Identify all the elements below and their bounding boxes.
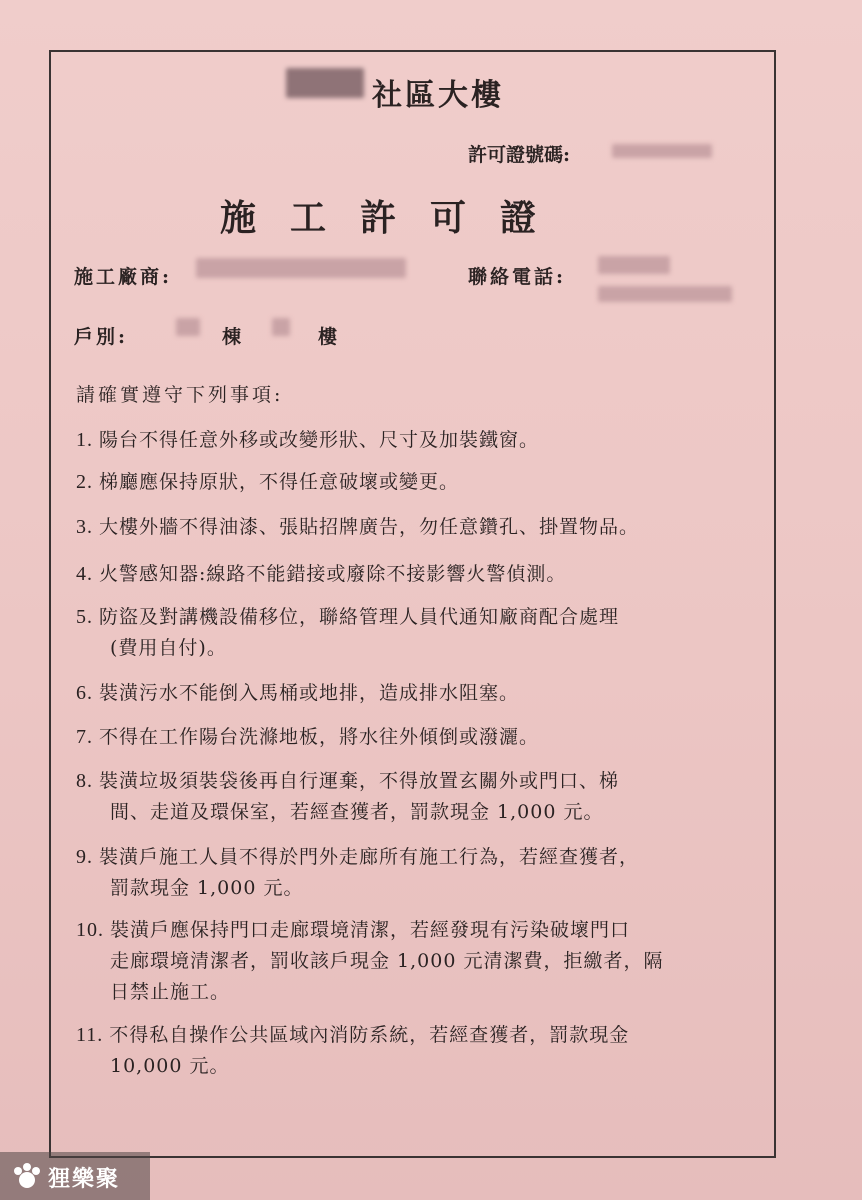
redacted-contractor — [196, 258, 406, 278]
rule-item — [76, 559, 766, 590]
rule-text-line: 裝潢戶應保持門口走廊環境清潔，若經發現有污染破壞門口 — [110, 919, 631, 941]
rule-text-line: 裝潢戶施工人員不得於門外走廊所有施工行為，若經查獲者， — [99, 846, 640, 868]
watermark-text: 狸樂聚 — [48, 1167, 121, 1192]
contractor-label: 施工廠商: — [74, 266, 173, 288]
rule-number: 3. — [76, 516, 93, 538]
rule-text-line: 火警感知器:線路不能錯接或廢除不接影響火警偵測。 — [99, 563, 567, 585]
document-title: 施工許可證 — [220, 197, 571, 239]
building-name: 社區大樓 — [372, 78, 504, 113]
permit-number-label: 許可證號碼: — [468, 144, 571, 166]
rule-text-line: 不得私自操作公共區域內消防系統，若經查獲者，罰款現金 — [109, 1024, 630, 1046]
rule-text-line: 走廊環境清潔者，罰收該戶現金 1,000 元清潔費，拒繳者，隔 — [110, 950, 664, 972]
rule-number: 9. — [76, 846, 93, 868]
site-watermark — [0, 1152, 150, 1200]
rule-item — [76, 842, 766, 904]
rule-number: 8. — [76, 770, 93, 792]
rule-number: 6. — [76, 682, 93, 704]
rule-text-line: 罰款現金 1,000 元。 — [110, 877, 304, 899]
rule-item — [76, 766, 766, 828]
rule-text-line: 不得在工作陽台洗滌地板，將水往外傾倒或潑灑。 — [99, 726, 540, 748]
rule-text-line: 梯廳應保持原狀，不得任意破壞或變更。 — [99, 471, 460, 493]
rule-text-line: 10,000 元。 — [110, 1055, 230, 1077]
rule-text-line: (費用自付)。 — [110, 637, 227, 659]
rule-number: 11. — [76, 1024, 104, 1046]
rule-number: 2. — [76, 471, 93, 493]
rule-text-line: 大樓外牆不得油漆、張貼招牌廣告，勿任意鑽孔、掛置物品。 — [99, 516, 640, 538]
rule-text-line: 裝潢垃圾須裝袋後再自行運棄，不得放置玄關外或門口、梯 — [99, 770, 620, 792]
redacted-building-prefix — [286, 68, 364, 98]
redacted-phone-2 — [598, 286, 732, 302]
rule-number: 10. — [76, 919, 104, 941]
rule-item — [76, 1020, 766, 1082]
rule-text-line: 防盜及對講機設備移位，聯絡管理人員代通知廠商配合處理 — [99, 606, 620, 628]
rules-intro: 請確實遵守下列事項: — [76, 384, 284, 406]
rule-text-line: 裝潢污水不能倒入馬桶或地排，造成排水阻塞。 — [99, 682, 520, 704]
rule-text-line: 間、走道及環保室，若經查獲者，罰款現金 1,000 元。 — [110, 801, 604, 823]
building-unit-label: 棟 — [222, 326, 245, 348]
redacted-floor-number — [272, 318, 290, 336]
redacted-building-number — [176, 318, 200, 336]
rule-item — [76, 602, 766, 664]
rule-item — [76, 678, 766, 709]
rule-item — [76, 425, 766, 456]
rule-text-line: 陽台不得任意外移或改變形狀、尺寸及加裝鐵窗。 — [99, 429, 540, 451]
rule-number: 1. — [76, 429, 93, 451]
redacted-phone-1 — [598, 256, 670, 274]
rule-number: 7. — [76, 726, 93, 748]
rule-item — [76, 512, 766, 543]
redacted-permit-number — [612, 144, 712, 158]
rule-number: 4. — [76, 563, 93, 585]
raccoon-paw-logo-icon — [12, 1162, 42, 1190]
rule-item — [76, 915, 766, 1008]
rule-number: 5. — [76, 606, 93, 628]
rule-item — [76, 467, 766, 498]
floor-unit-label: 樓 — [318, 326, 341, 348]
household-label: 戶別: — [74, 326, 129, 348]
rule-item — [76, 722, 766, 753]
phone-label: 聯絡電話: — [468, 266, 567, 288]
rule-text-line: 日禁止施工。 — [110, 981, 231, 1003]
